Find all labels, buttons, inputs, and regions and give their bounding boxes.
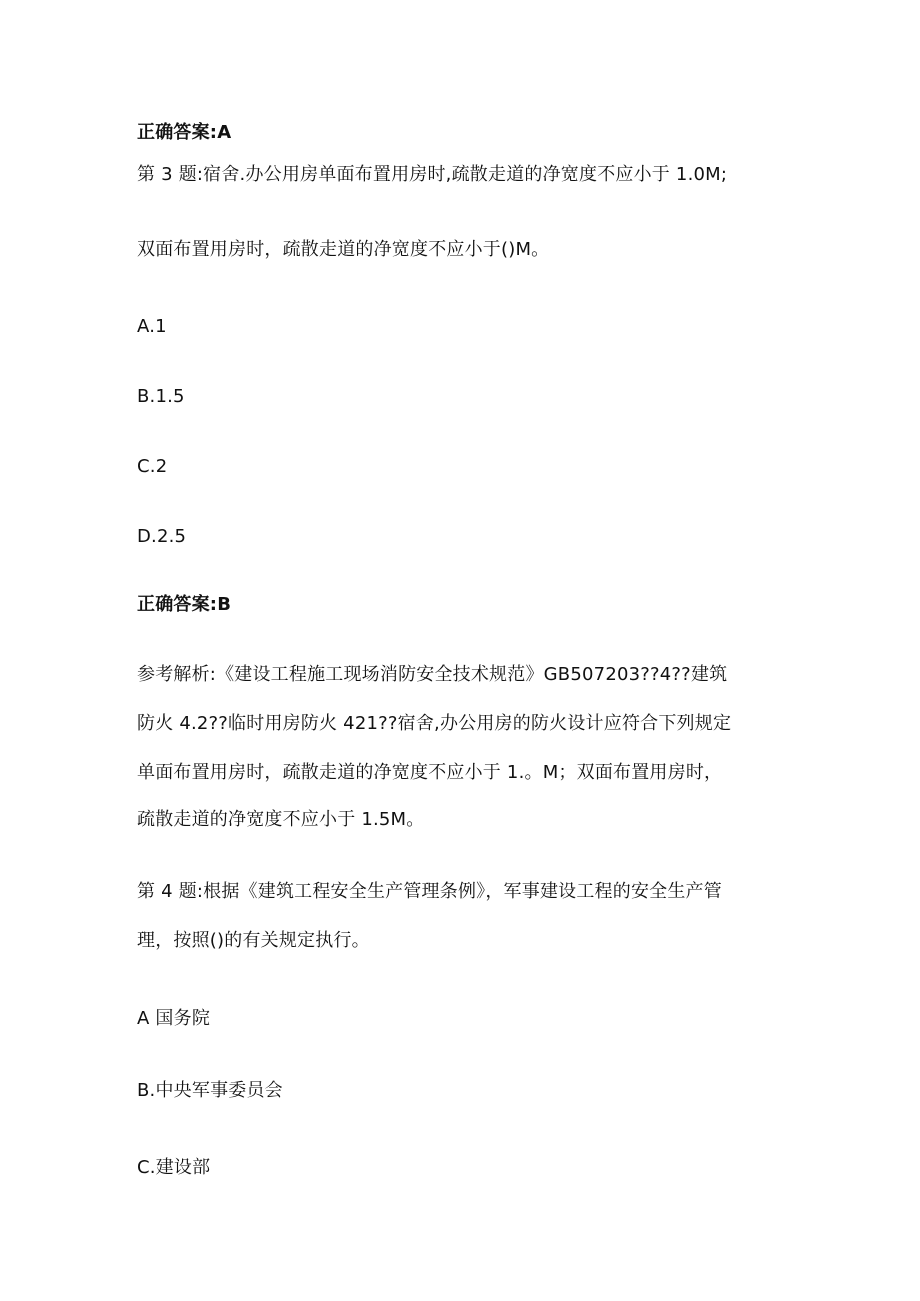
question-4-line-2: 理，按照()的有关规定执行。 xyxy=(137,930,370,951)
question-4-line-1: 第 4 题:根据《建筑工程安全生产管理条例》，军事建设工程的安全生产管 xyxy=(137,881,722,902)
answer-line-q3: 正确答案:B xyxy=(137,594,232,615)
question-3-line-1: 第 3 题:宿舍.办公用房单面布置用房时,疏散走道的净宽度不应小于 1.0M; xyxy=(137,164,728,185)
analysis-line-4: 疏散走道的净宽度不应小于 1.5M。 xyxy=(137,809,425,830)
q4-option-c: C.建设部 xyxy=(137,1157,211,1178)
q4-option-b: B.中央军事委员会 xyxy=(137,1080,283,1101)
question-3-line-2: 双面布置用房时，疏散走道的净宽度不应小于()M。 xyxy=(137,239,550,260)
analysis-line-3: 单面布置用房时，疏散走道的净宽度不应小于 1.。M；双面布置用房时， xyxy=(137,762,723,783)
option-d: D.2.5 xyxy=(137,526,187,547)
option-c: C.2 xyxy=(137,456,168,477)
q4-option-a: A 国务院 xyxy=(137,1008,211,1029)
option-a: A.1 xyxy=(137,316,167,337)
option-b: B.1.5 xyxy=(137,386,185,407)
answer-line-prev: 正确答案:A xyxy=(137,122,232,143)
analysis-line-2: 防火 4.2??临时用房防火 421??宿舍,办公用房的防火设计应符合下列规定 xyxy=(137,713,732,734)
analysis-line-1: 参考解析:《建设工程施工现场消防安全技术规范》GB507203??4??建筑 xyxy=(137,664,728,685)
